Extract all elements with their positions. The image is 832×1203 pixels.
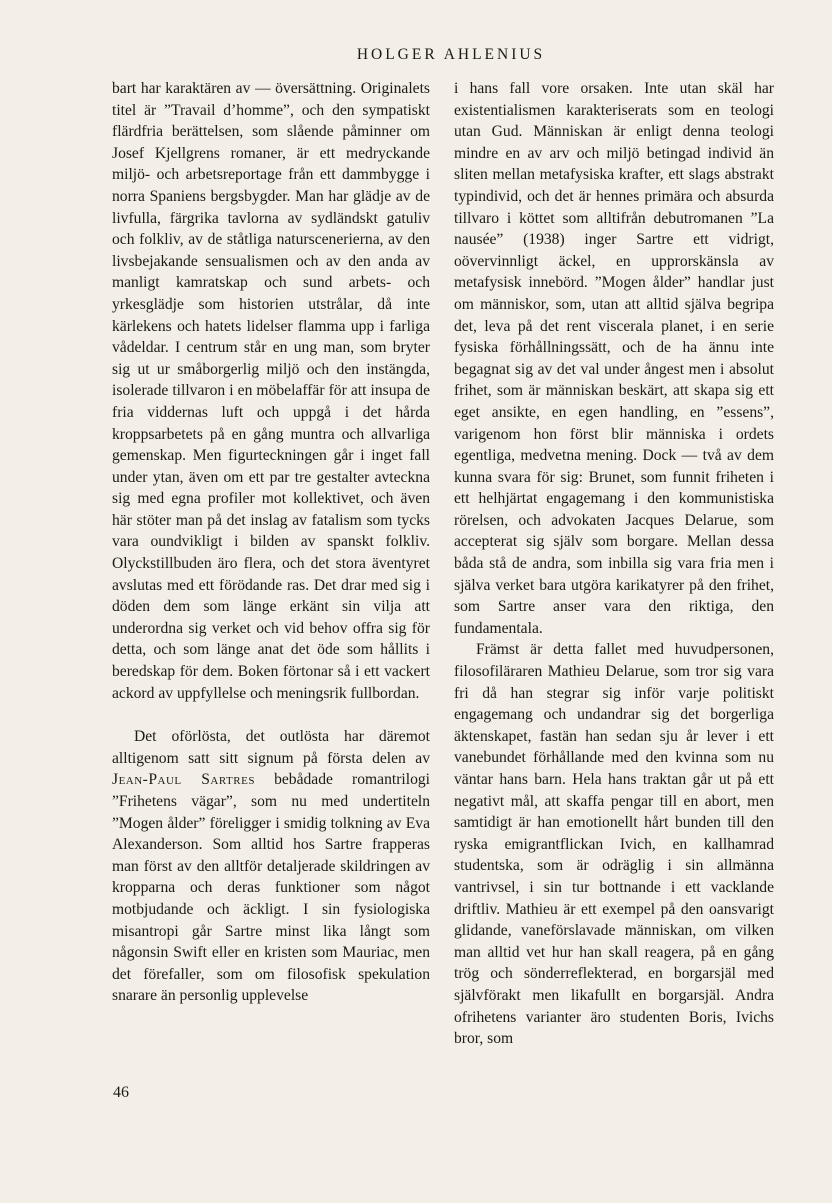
left-paragraph-1: bart har karaktären av — översättning. Originalets titel är ”Travail d’homme”, och den sympatiskt flärdfria berättelsen, som slående påminner om Josef Kjellgrens romaner, är ett medryckande miljö- och arbetsreportage från ett dammbygge i norra Spaniens bergsbygder. Man har glädje av de livfulla, färgrika tavlorna av sydländskt gatuliv och folkliv, av de ståtliga naturscenerierna, av den livsbejakande sensualismen och av den anda av manligt kamratskap och sund arbets- och yrkesglädje som historien utstrålar, då inte kärlekens och hatets lidelser flamma upp i farliga vådeldar. I centrum står en ung man, som bryter sig ut ur småborgerlig miljö och den instängda, isolerade tillvaron i en möbelaffär för att insupa de fria viddernas luft och uppgå i det hårda kroppsarbetets på en gång muntra och allvarliga gemenskap. Men figurteckningen går i inget fall under ytan, även om ett par tre gestalter avteckna sig med egna profiler mot kollektivet, och även här stöter man på det inslag av fatalism som tycks vara oundvikligt i bilden av spanskt folkliv. Olyckstillbuden äro flera, och det stora äventyret avslutas med ett förödande ras. Det drar med sig i döden dem som länge erkänt sin vilja att underordna sig verket och vid behov offra sig för detta, och som länge anat det öde som hållits i beredskap för dem. Boken förtonar så i ett vackert ackord av uppfyllelse och meningsrik fullbordan. (112, 80, 430, 702)
author-name: Jean-Paul Sartres (112, 771, 255, 789)
right-paragraph-1: i hans fall vore orsaken. Inte utan skäl har existentialismen karakteriserats som en teologi utan Gud. Människan är enligt denna teologi mindre en av arv och miljö betingad individ än sliten mellan metafysiska krafter, ett slags abstrakt typindivid, och det är hennes primära och absurda tillvaro i köttet som alltifrån debutromanen ”La nausée” (1938) inger Sartre ett vidrigt, oövervinnligt äckel, en upprorskänsla av metafysisk innebörd. ”Mogen ålder” handlar just om människor, som, utan att alltid själva begripa det, leva på det rent viscerala planet, i en serie fysiska förhållningssätt, och de ha ännu inte begagnat sig av det val under ångest men i absolut frihet, som är människan beskärt, att skapa sig ett eget ansikte, en egen handling, en ”essens”, varigenom hon först blir människa i ordets egentliga, medvetna mening. Dock — två av dem kunna svara för sig: Brunet, som funnit friheten i ett helhjärtat engagemang i den kommunistiska rörelsen, och advokaten Jacques Delarue, som accepterat sig själv som borgare. Mellan dessa båda stå de andra, som inbilla sig vara fria men i själva verket bara utgöra karikatyrer på den frihet, som Sartre anser vara den riktiga, den fundamentala. (454, 80, 774, 637)
left-paragraph-2 (112, 726, 430, 1007)
right-column (454, 78, 774, 1050)
right-paragraph-2: Främst är detta fallet med huvudpersonen, filosofiläraren Mathieu Delarue, som tror sig vara fri då han stegrar sig inför varje politiskt engagemang och undandrar sig det borgerliga äktenskapet, fastän han sedan sju år lever i ett vanebundet förhållande med den kvinna som nu väntar hans barn. Hela hans traktan går ut på ett negativt mål, att skaffa pengar till en abort, men samtidigt är han emotionellt hårt bunden till den ryska emigrantflickan Ivich, en kallhamrad studentska, som är odräglig i sin allmänna vantrivsel, i sin tur bottnande i ett vacklande driftliv. Mathieu är ett exempel på den oansvarigt glidande, vaneförslavade människan, om vilken man alltid vet hur han skall reagera, på en gång trög och sönderreflekterad, en borgarsjäl med självförakt men likafullt en borgarsjäl. Andra ofrihetens varianter äro studenten Boris, Ivichs bror, som (454, 641, 774, 1048)
running-head: HOLGER AHLENIUS (356, 46, 546, 63)
left-paragraph-2-rest: bebådade romantrilogi ”Frihetens vägar”, som nu med undertiteln ”Mogen ålder” föreligger i smidig tolkning av Eva Alexanderson. Som alltid hos Sartre frapperas man först av den alltför detaljerade skildringen av kropparna och deras funktioner som något motbjudande och äckligt. I sin fysiologiska misantropi går Sartre minst lika långt som någonsin Swift eller en kristen som Mauriac, men det förefaller, som om filosofisk spekulation snarare än personlig upplevelse (112, 771, 431, 1005)
section-gap (112, 704, 430, 726)
page-number: 46 (113, 1084, 129, 1101)
left-paragraph-2-start: Det oförlösta, det outlösta har däremot alltigenom satt sitt signum på första delen av (112, 728, 430, 767)
left-column (112, 78, 430, 1007)
